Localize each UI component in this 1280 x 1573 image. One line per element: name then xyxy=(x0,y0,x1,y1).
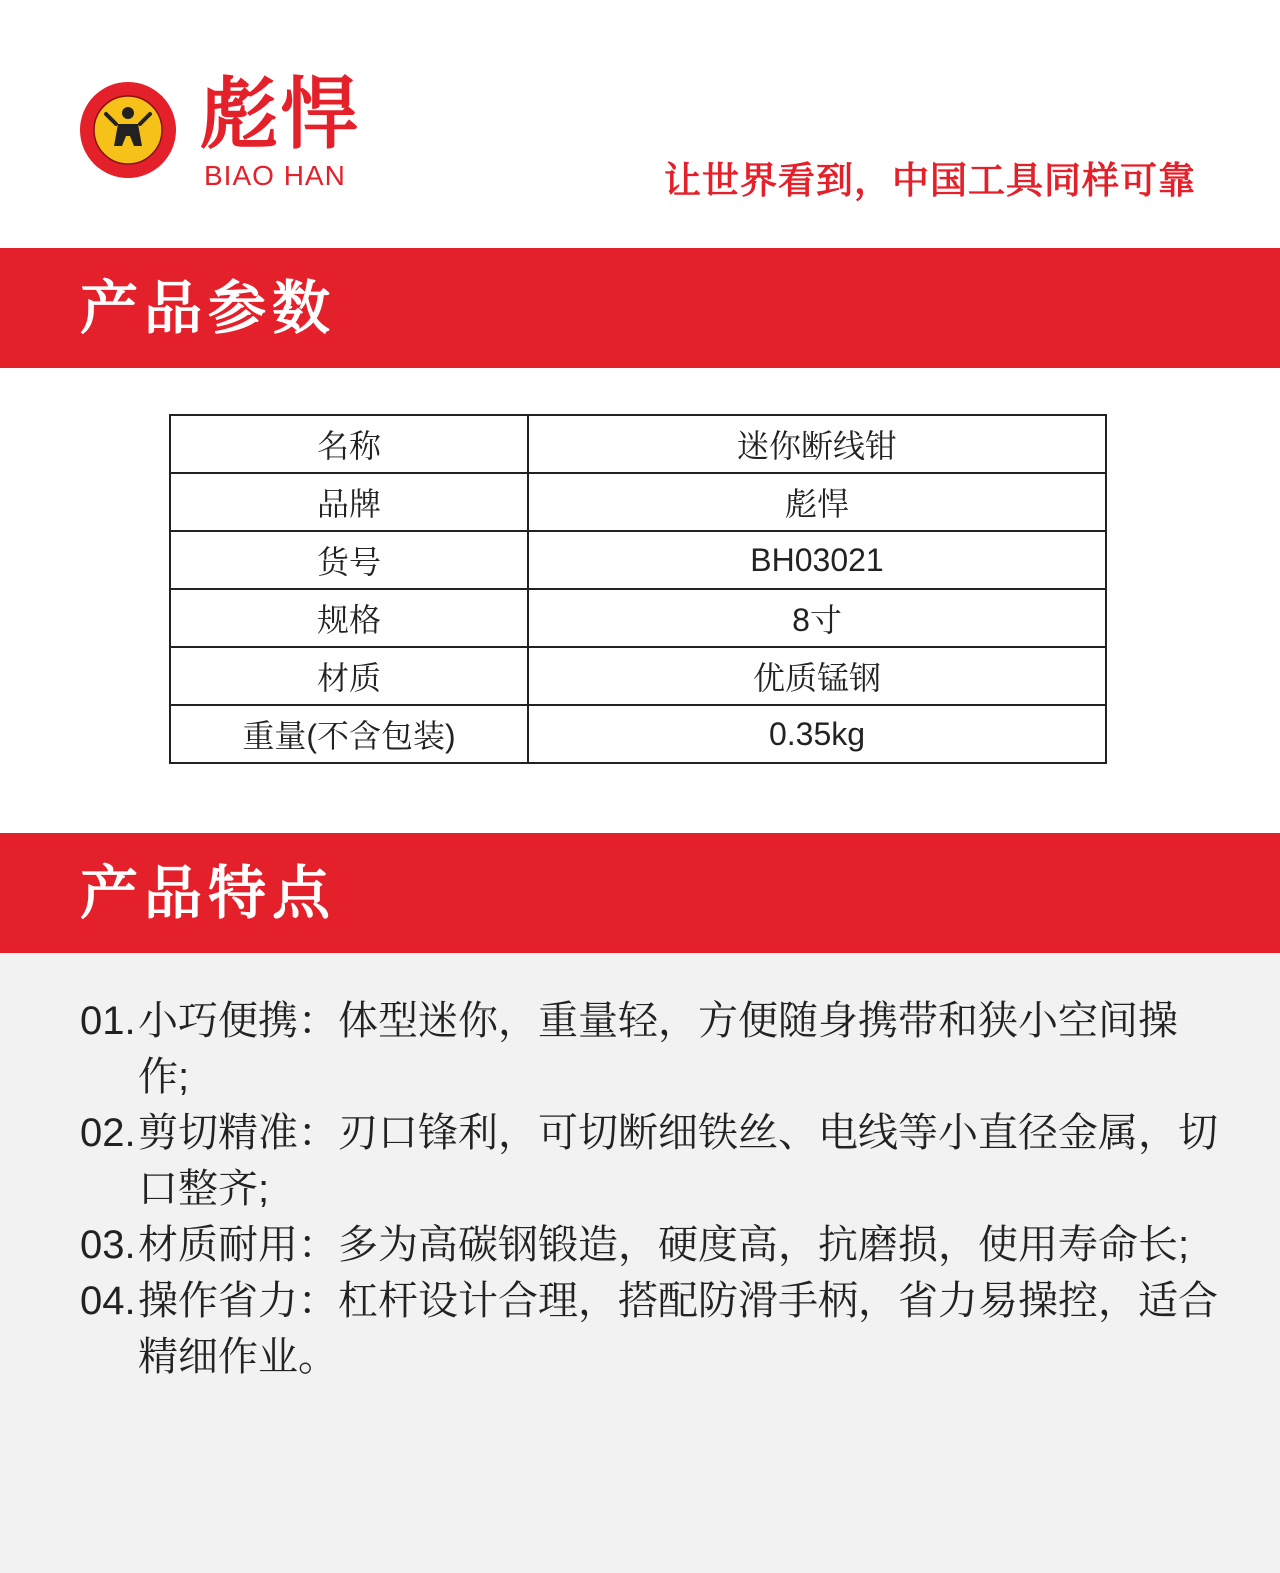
spec-label: 规格 xyxy=(170,589,528,647)
spec-value: 优质锰钢 xyxy=(528,647,1106,705)
brand-latin-name: BIAO HAN xyxy=(204,160,346,191)
spec-label: 名称 xyxy=(170,415,528,473)
feature-text: 操作省力：杠杆设计合理，搭配防滑手柄，省力易操控，适合精细作业。 xyxy=(138,1279,1218,1379)
spec-table-area xyxy=(0,368,1280,833)
list-item xyxy=(80,1217,1220,1273)
spec-label: 品牌 xyxy=(170,473,528,531)
feature-number: 01. xyxy=(80,999,136,1043)
feature-number: 03. xyxy=(80,1223,136,1267)
features-list xyxy=(80,993,1220,1385)
spec-table xyxy=(169,414,1107,764)
brand-logo-badge xyxy=(78,80,178,180)
list-item xyxy=(80,993,1220,1105)
params-section-title: 产品参数 xyxy=(80,274,337,342)
spec-value: BH03021 xyxy=(528,531,1106,589)
spec-label: 货号 xyxy=(170,531,528,589)
spec-label: 材质 xyxy=(170,647,528,705)
spec-value: 迷你断线钳 xyxy=(528,415,1106,473)
feature-text: 剪切精准：刃口锋利，可切断细铁丝、电线等小直径金属，切口整齐; xyxy=(138,1111,1218,1211)
features-panel xyxy=(0,953,1280,1573)
spec-value: 0.35kg xyxy=(528,705,1106,763)
table-row xyxy=(170,531,1106,589)
features-section-bar xyxy=(0,833,1280,953)
table-row xyxy=(170,473,1106,531)
table-row xyxy=(170,647,1106,705)
spec-label: 重量(不含包装) xyxy=(170,705,528,763)
list-item xyxy=(80,1105,1220,1217)
brand-slogan: 让世界看到，中国工具同样可靠 xyxy=(664,159,1196,202)
spec-value: 8寸 xyxy=(528,589,1106,647)
feature-number: 04. xyxy=(80,1279,136,1323)
table-row xyxy=(170,589,1106,647)
spec-value: 彪悍 xyxy=(528,473,1106,531)
page-header xyxy=(0,0,1280,248)
feature-number: 02. xyxy=(80,1111,136,1155)
feature-text: 材质耐用：多为高碳钢锻造，硬度高，抗磨损，使用寿命长; xyxy=(138,1223,1190,1267)
features-section-title: 产品特点 xyxy=(80,859,337,927)
table-row xyxy=(170,705,1106,763)
feature-text: 小巧便携：体型迷你，重量轻，方便随身携带和狭小空间操作; xyxy=(138,999,1178,1099)
table-row xyxy=(170,415,1106,473)
params-section-bar xyxy=(0,248,1280,368)
list-item xyxy=(80,1273,1220,1385)
brand-name: 彪悍 xyxy=(200,69,361,160)
